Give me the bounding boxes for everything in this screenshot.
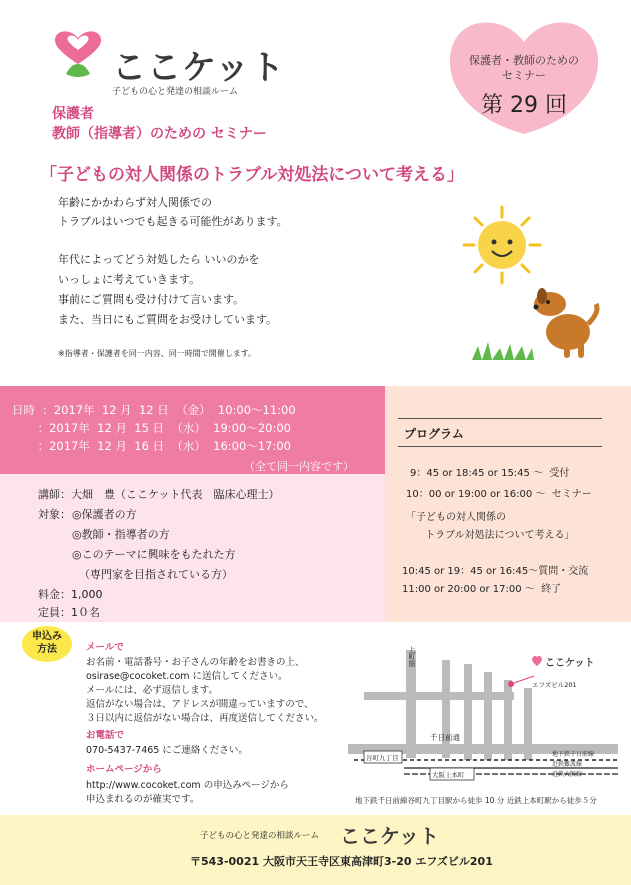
badge-line2: セミナー <box>502 69 546 82</box>
apply-badge-line: 申込み <box>32 631 62 642</box>
lecturer-text: 講師：大畑 豊（ここケット代表 臨床心理士） <box>38 488 280 501</box>
footer-logo: ここケット <box>340 824 439 848</box>
map-line-kintetsu-namba: 近鉄難波線 <box>552 761 583 768</box>
program-line: トラブル対処法について考える」 <box>406 530 575 541</box>
logo-subtitle: 子どもの心と発達の相談ルーム <box>112 87 239 97</box>
heart-logo-icon <box>52 30 104 78</box>
web-link[interactable]: http://www.cocoket.com の申込みページから <box>86 780 289 791</box>
intro-line: 年齢にかかわらず対人関係での <box>58 196 212 209</box>
program-rule-top <box>398 418 602 419</box>
mail-line: ３日以内に返信がない場合は、再度送信してください。 <box>86 713 324 724</box>
map-line-subway: 地下鉄千日前線 <box>552 751 595 758</box>
sun-icon <box>462 205 542 285</box>
intro-line: 事前にご質問も受け付けて言います。 <box>58 293 245 306</box>
mail-line: メールには、必ず返信します。 <box>86 685 219 696</box>
program-line: 「子どもの対人関係の <box>406 512 506 523</box>
seminar-audience-line1: 保護者 <box>52 106 94 122</box>
footer <box>0 815 631 885</box>
intro-line: 年代によってどう対処したら いいのかを <box>58 253 260 266</box>
grass-icon <box>472 338 534 360</box>
footer-address: 〒543-0021 大阪市天王寺区東高津町3-20 エフズビル201 <box>190 855 493 868</box>
map-station-uehonmachi: 大阪上本町 <box>432 771 465 779</box>
footer-subtitle: 子どもの心と発達の相談ルーム <box>200 831 320 841</box>
intro-line: いっしょに考えていきます。 <box>58 273 201 286</box>
logo-title: ここケット <box>112 48 286 88</box>
program-title: プログラム <box>404 427 464 441</box>
seminar-audience-line2: 教師（指導者）のための セミナー <box>52 126 267 142</box>
note-text: ※指導者・保護者を同一内容、同一時間で開催します。 <box>58 349 257 358</box>
badge-issue-number: 第 29 回 <box>481 93 567 118</box>
date-line: 日時 ：2017年 12 月 12 日 （金） 10:00～11:00 <box>12 403 296 417</box>
map-building: エフズビル201 <box>532 681 577 689</box>
map-caption: 地下鉄千日前線谷町九丁目駅から徒歩 10 分 近鉄上本町駅から徒歩５分 <box>355 796 597 805</box>
map-line-kintetsu-osaka: 近鉄大阪線 <box>552 771 583 778</box>
program-line: 10:45 or 19：45 or 16:45～質問・交流 <box>402 566 589 577</box>
program-line: 11:00 or 20:00 or 17:00 ～ 終了 <box>402 584 562 595</box>
target-item: ◎教師・指導者の方 <box>72 528 170 541</box>
mail-line: 返信がない場合は、アドレスが間違っていますので、 <box>86 699 314 710</box>
apply-badge-line: 方法 <box>37 644 57 655</box>
map-station-tanimachi: 谷町九丁目 <box>366 754 399 762</box>
fee-text: 料金：1,000 <box>38 588 103 601</box>
target-item: ◎保護者の方 <box>72 508 137 521</box>
access-map <box>344 632 626 808</box>
program-line: 9：45 or 18:45 or 15:45 ～ 受付 <box>410 468 570 479</box>
map-road-horizontal: 千日前通 <box>430 733 460 742</box>
phone-heading: お電話で <box>86 730 125 741</box>
mail-heading: メールで <box>86 642 124 653</box>
apply-badge-label <box>22 630 72 656</box>
date-line: ：2017年 12 月 16 日 （水） 16:00～17:00 <box>12 439 291 453</box>
date-line: ：2017年 12 月 15 日 （水） 19:00～20:00 <box>12 421 291 435</box>
badge-line1: 保護者・教師のための <box>469 54 579 67</box>
intro-line: トラブルはいつでも起きる可能性があります。 <box>58 215 288 228</box>
capacity-text: 定員：1０名 <box>38 606 100 619</box>
mail-line: お名前・電話番号・お子さんの年齢をお書きの上、 <box>86 657 305 668</box>
date-note: （全て同一内容です） <box>244 460 354 473</box>
target-label: 対象： <box>38 508 71 521</box>
web-line: 申込まれるのが確実です。 <box>86 794 200 805</box>
program-rule-bottom <box>398 446 602 447</box>
dog-icon <box>528 282 600 358</box>
map-logo: ここケット <box>545 658 595 669</box>
mail-email-link[interactable]: osirase@cocoket.com に送信してください。 <box>86 671 288 682</box>
phone-line[interactable]: 070-5437-7465 にご連絡ください。 <box>86 745 248 756</box>
target-item: ◎このテーマに興味をもたれた方 <box>72 548 236 561</box>
web-heading: ホームページから <box>86 764 162 775</box>
seminar-title: 「子どもの対人関係のトラブル対処法について考える」 <box>40 165 464 185</box>
seminar-audience <box>52 104 267 144</box>
map-road-vertical: 上町筋 <box>408 646 416 667</box>
program-line: 10：00 or 19:00 or 16:00 ～ セミナー <box>406 489 592 500</box>
target-item: （専門家を目指されている方） <box>72 568 233 581</box>
intro-line: また、当日にもご質問をお受けしています。 <box>58 313 278 326</box>
